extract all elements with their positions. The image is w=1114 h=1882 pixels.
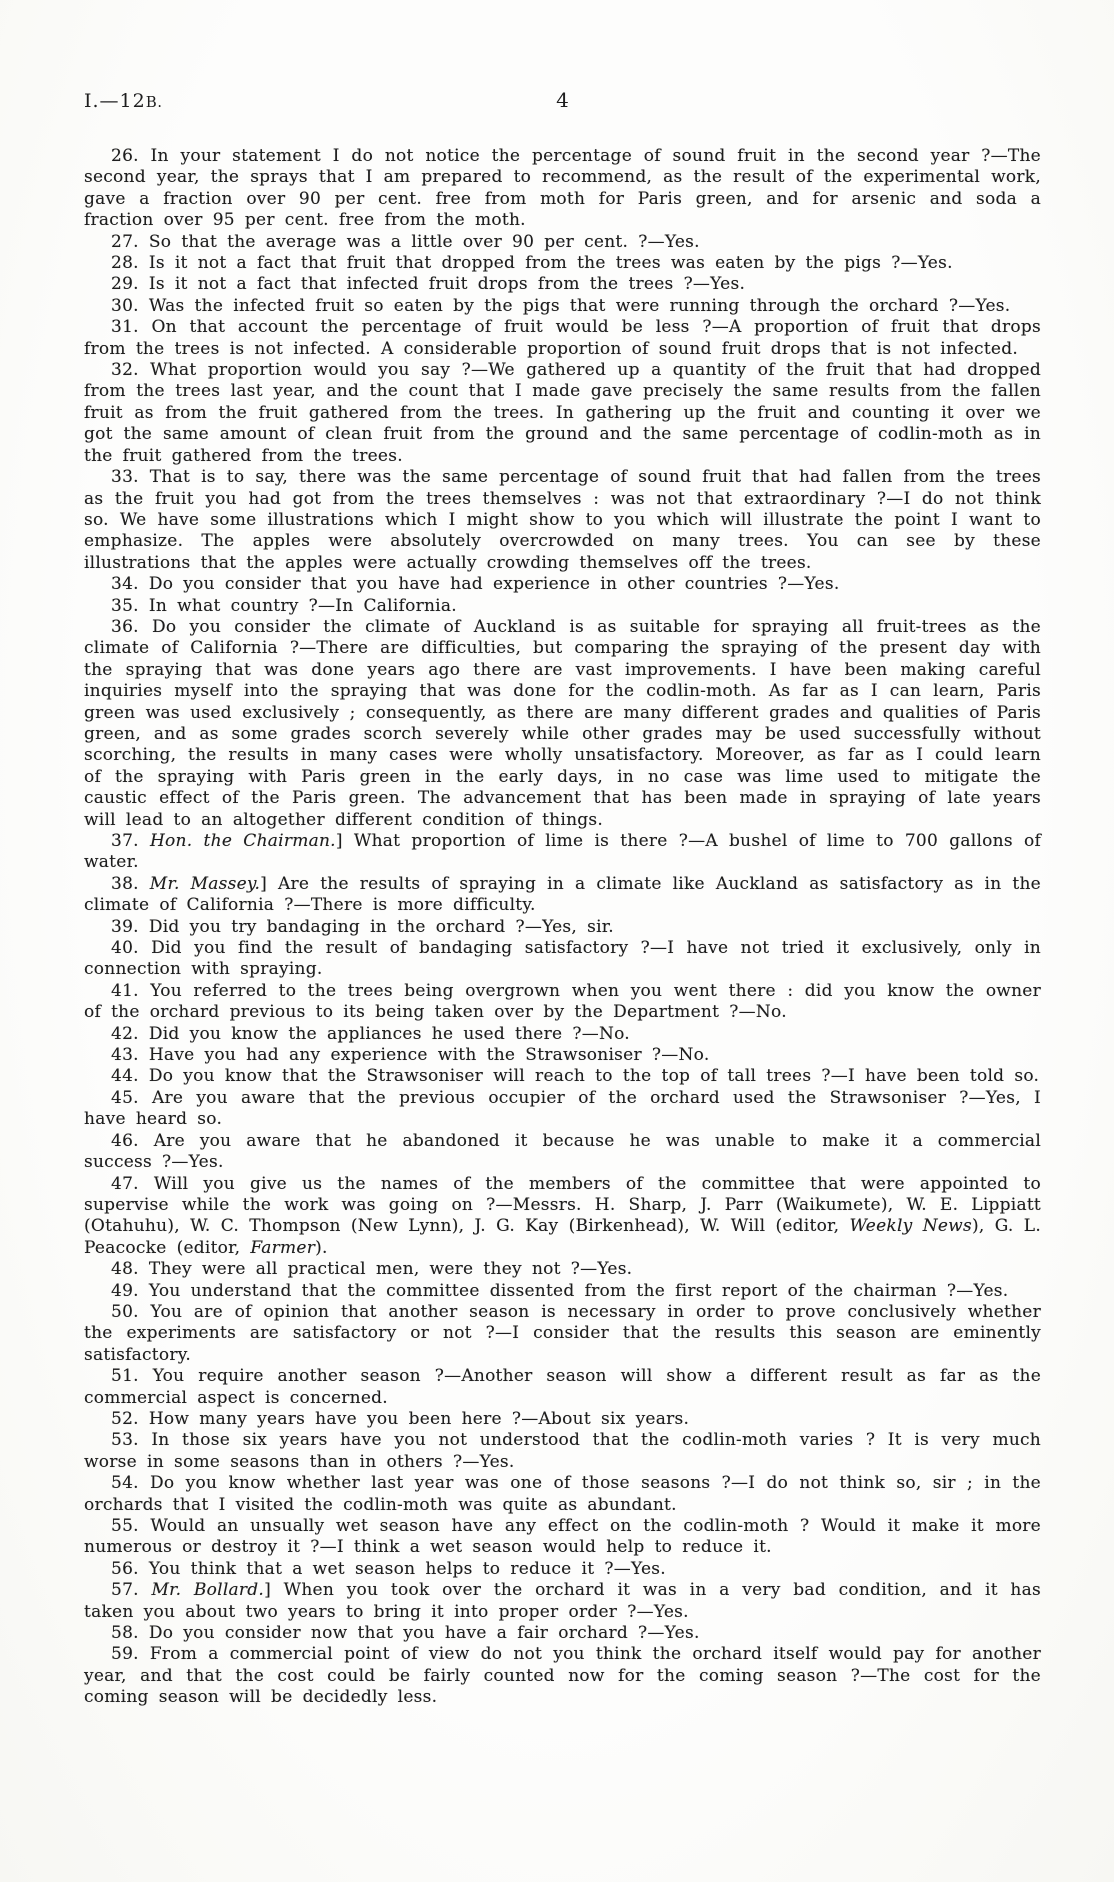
qa-paragraph — [84, 1045, 1041, 1066]
document-reference-main: I.—12 — [84, 90, 146, 112]
paragraph-text: 57. — [111, 1580, 152, 1601]
qa-paragraph — [84, 360, 1041, 467]
paragraph-text: 34. Do you consider that you have had experience in other countries ?—Yes. — [111, 574, 840, 595]
paragraph-text: 49. You understand that the committee dissented from the first report of the chairman ?—Yes. — [111, 1280, 1009, 1301]
page-number: 4 — [556, 88, 569, 112]
qa-paragraph — [84, 1281, 1041, 1302]
qa-paragraph — [84, 1174, 1041, 1260]
paragraph-text: 41. You referred to the trees being overgrown when you went there : did you know the owner of the orchard previous to its being taken over by the Department ?—No. — [84, 980, 1041, 1023]
paragraph-text: ), G. L. Peacocke (editor, — [84, 1216, 1041, 1258]
italic-name: Hon. the Chairman. — [149, 831, 336, 851]
document-reference-suffix: B. — [145, 93, 163, 111]
paragraph-text: 51. You require another season ?—Another season will show a different result as far as the commercial aspect is concerned. — [84, 1366, 1041, 1408]
paragraph-text: 46. Are you aware that he abandoned it because he was unable to make it a commercial success ?—Yes. — [84, 1130, 1041, 1173]
paragraph-text: 56. You think that a wet season helps to reduce it ?—Yes. — [111, 1558, 666, 1579]
paragraph-text: 26. In your statement I do not notice the percentage of sound fruit in the second year ?—The second year, the sprays that I am prepared to recommend, as the result of the experimental work, gave a fraction over 90 per cent. free from moth for Paris green, and for arsenic and soda a fraction over 95 per cent. free from the moth. — [84, 146, 1041, 231]
paragraph-text: 31. On that account the percentage of fruit would be less ?—A proportion of fruit that drops from the trees is not infected. A considerable proportion of sound fruit drops that is not infected. — [84, 317, 1041, 359]
paragraph-text: ). — [315, 1237, 328, 1258]
qa-paragraph — [84, 574, 1041, 595]
paragraph-text: 38. — [111, 873, 150, 894]
paragraph-text: 40. Did you find the result of bandaging satisfactory ?—I have not tried it exclusively, only in connection with spraying. — [84, 938, 1041, 980]
qa-paragraph — [84, 1259, 1041, 1280]
qa-paragraph — [84, 1623, 1041, 1644]
paragraph-text: 35. In what country ?—In California. — [111, 595, 457, 616]
qa-paragraph — [84, 831, 1041, 874]
qa-paragraph — [84, 1644, 1041, 1708]
qa-paragraph — [84, 1473, 1041, 1516]
qa-paragraph — [84, 938, 1041, 981]
qa-paragraph — [84, 296, 1041, 317]
paragraph-text: ] When you took over the orchard it was in a very bad condition, and it has taken you about two years to bring it into proper order ?—Yes. — [84, 1580, 1041, 1622]
paragraph-text: 54. Do you know whether last year was one of those seasons ?—I do not think so, sir ; in the orchards that I visited the codlin-moth was quite as abundant. — [84, 1473, 1041, 1515]
paragraph-text: 32. What proportion would you say ?—We gathered up a quantity of the fruit that had dropped from the trees last year, and the count that I made gave precisely the same results from the fallen fruit as from the fruit gathered from the trees. In gathering up the fruit and counting it over we got the same amount of clean fruit from the ground and the same percentage of codlin-moth as in the fruit gathered from the trees. — [84, 360, 1041, 466]
qa-paragraph — [84, 1088, 1041, 1131]
qa-paragraph — [84, 917, 1041, 938]
qa-paragraph — [84, 1024, 1041, 1045]
qa-paragraph — [84, 232, 1041, 253]
paragraph-text: 39. Did you try bandaging in the orchard ?—Yes, sir. — [111, 916, 614, 937]
qa-paragraph — [84, 1409, 1041, 1430]
paragraph-text: ] What proportion of lime is there ?—A bushel of lime to 700 gallons of water. — [84, 831, 1041, 873]
page-content — [84, 90, 1041, 1709]
italic-name: Mr. Massey. — [149, 873, 261, 894]
paragraph-text: 44. Do you know that the Strawsoniser will reach to the top of tall trees ?—I have been told so. — [111, 1066, 1040, 1087]
paragraph-text: 53. In those six years have you not understood that the codlin-moth varies ? It is very much worse in some seasons than in others ?—Yes. — [84, 1430, 1041, 1472]
paragraph-text: 27. So that the average was a little over 90 per cent. ?—Yes. — [111, 231, 700, 252]
paragraph-text: 36. Do you consider the climate of Auckland is as suitable for spraying all fruit-trees as the climate of California ?—There are difficulties, but comparing the spraying of the present day with the spraying that was done years ago there are vast improvements. I have been making careful inquiries myself into the spraying that was done for the codlin-moth. As far as I can learn, Paris green was used exclusively ; consequently, as there are many different grades and qualities of Paris green, and as some grades scorch severely while other grades may be used successfully without scorching, the results in many cases were wholly unsatisfactory. Moreover, as far as I could learn of the spraying with Paris green in the early days, in no case was lime used to mitigate the caustic effect of the Paris green. The advancement that has been made in spraying of late years will lead to an altogether different condition of things. — [84, 616, 1041, 830]
qa-paragraph — [84, 253, 1041, 274]
qa-paragraph — [84, 1366, 1041, 1409]
paragraph-text: 59. From a commercial point of view do not you think the orchard itself would pay for another year, and that the cost could be fairly counted now for the coming season ?—The cost for the coming season will be decidedly less. — [84, 1644, 1041, 1708]
paragraph-text: 30. Was the infected fruit so eaten by the pigs that were running through the orchard ?—Yes. — [111, 295, 1011, 316]
paragraph-text: 33. That is to say, there was the same percentage of sound fruit that had fallen from the trees as the fruit you had got from the trees themselves : was not that extraordinary ?—I do not think so. We have some illustrations which I might show to you which will illustrate the point I want to emphasize. The apples were absolutely overcrowded on many trees. You can see by these illustrations that the apples were actually crowding themselves off the trees. — [84, 467, 1041, 573]
qa-paragraph — [84, 274, 1041, 295]
qa-paragraph — [84, 981, 1041, 1024]
qa-paragraph — [84, 1516, 1041, 1559]
qa-paragraph — [84, 467, 1041, 574]
paragraph-text: 58. Do you consider now that you have a fair orchard ?—Yes. — [111, 1623, 700, 1644]
qa-paragraph — [84, 874, 1041, 917]
qa-paragraph — [84, 1580, 1041, 1623]
paragraph-text: ] Are the results of spraying in a climate like Auckland as satisfactory as in the climate of California ?—There is more difficulty. — [84, 873, 1041, 916]
qa-paragraph — [84, 1302, 1041, 1366]
italic-name: Mr. Bollard. — [151, 1580, 265, 1601]
page-header — [84, 90, 1041, 116]
paragraph-text: 45. Are you aware that the previous occupier of the orchard used the Strawsoniser ?—Yes, I have heard so. — [84, 1087, 1041, 1130]
qa-paragraph — [84, 1131, 1041, 1174]
italic-name: Weekly News — [849, 1216, 972, 1237]
qa-paragraph — [84, 617, 1041, 831]
paragraph-text: 37. — [111, 831, 150, 851]
paragraph-text: 29. Is it not a fact that infected fruit drops from the trees ?—Yes. — [111, 274, 746, 295]
paragraph-text: 50. You are of opinion that another season is necessary in order to prove conclusively whether the experiments are satisfactory or not ?—I consider that the results this season are eminently satisfactory. — [84, 1301, 1041, 1365]
paragraph-text: 55. Would an unsually wet season have any effect on the codlin-moth ? Would it make it more numerous or destroy it ?—I think a wet season would help to reduce it. — [84, 1516, 1041, 1558]
paragraph-text: 42. Did you know the appliances he used there ?—No. — [111, 1023, 630, 1044]
qa-paragraph — [84, 146, 1041, 232]
qa-paragraph — [84, 596, 1041, 617]
paragraph-text: 28. Is it not a fact that fruit that dropped from the trees was eaten by the pigs ?—Yes. — [111, 253, 953, 274]
paragraph-text: 43. Have you had any experience with the Strawsoniser ?—No. — [111, 1045, 710, 1066]
qa-paragraph — [84, 1559, 1041, 1580]
italic-name: Farmer — [250, 1237, 316, 1258]
document-body — [84, 146, 1041, 1709]
paragraph-text: 47. Will you give us the names of the members of the committee that were appointed to supervise while the work was going on ?—Messrs. H. Sharp, J. Parr (Waikumete), W. E. Lippiatt (Otahuhu), W. C. Thompson (New Lynn), J. G. Kay (Birkenhead), W. Will (editor, — [84, 1173, 1041, 1237]
qa-paragraph — [84, 1430, 1041, 1473]
qa-paragraph — [84, 1066, 1041, 1087]
qa-paragraph — [84, 317, 1041, 360]
paragraph-text: 52. How many years have you been here ?—About six years. — [111, 1408, 690, 1429]
paragraph-text: 48. They were all practical men, were they not ?—Yes. — [111, 1259, 633, 1280]
